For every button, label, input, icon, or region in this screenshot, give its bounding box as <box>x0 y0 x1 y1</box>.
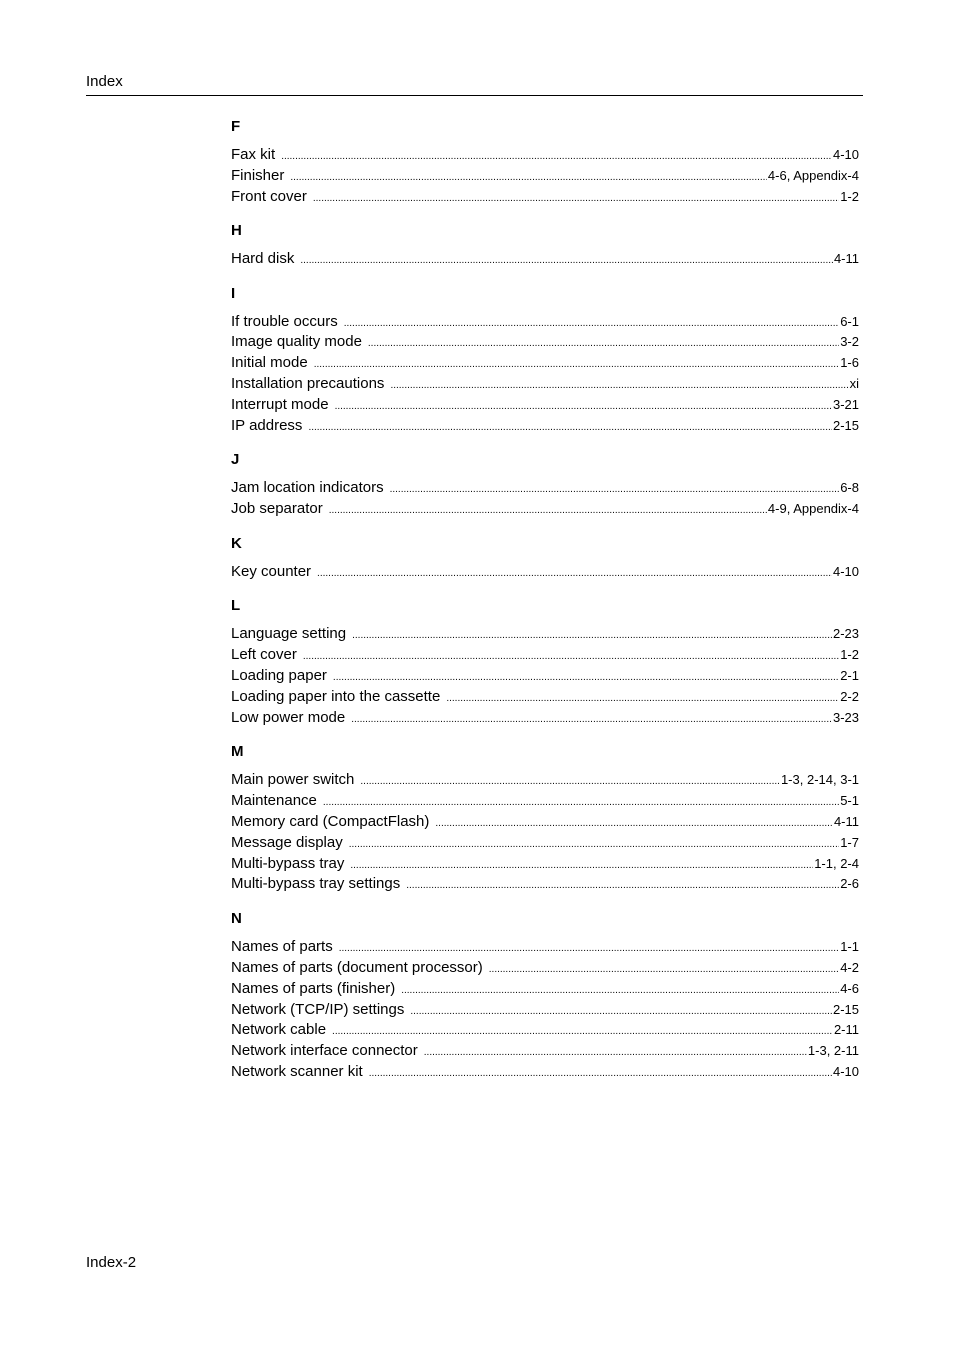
entry-page-reference: 4-9, Appendix-4 <box>767 501 859 517</box>
index-section-l <box>231 597 859 728</box>
index-entry <box>231 249 859 270</box>
entry-term: Message display <box>231 833 343 851</box>
index-entry <box>231 645 859 666</box>
index-entry <box>231 854 859 875</box>
index-entry <box>231 708 859 729</box>
index-entry <box>231 562 859 583</box>
entry-page-reference: 1-6 <box>840 355 859 371</box>
dot-leader <box>317 564 832 585</box>
dot-leader <box>323 793 839 814</box>
entry-term: Jam location indicators <box>231 479 384 497</box>
dot-leader <box>290 168 767 189</box>
index-section-j <box>231 451 859 520</box>
dot-leader <box>335 397 832 418</box>
dot-leader <box>446 689 839 710</box>
entry-page-reference: 2-1 <box>840 667 859 683</box>
entry-term: Multi-bypass tray settings <box>231 875 401 893</box>
entry-page-reference: 2-15 <box>832 1001 859 1017</box>
entry-term: Network (TCP/IP) settings <box>231 1000 405 1018</box>
entry-page-reference: 1-1 <box>840 938 859 954</box>
entry-term: Names of parts (document processor) <box>231 958 483 976</box>
dot-leader <box>369 1064 832 1085</box>
section-letter: J <box>231 451 240 469</box>
index-entry <box>231 353 859 374</box>
index-entry <box>231 958 859 979</box>
index-entry <box>231 812 859 833</box>
index-entry <box>231 791 859 812</box>
entry-page-reference: 2-2 <box>840 688 859 704</box>
index-entry <box>231 874 859 895</box>
index-body <box>231 118 859 1098</box>
section-letter: H <box>231 222 242 240</box>
entry-term: Hard disk <box>231 250 295 268</box>
index-entry <box>231 770 859 791</box>
index-entry <box>231 395 859 416</box>
entry-term: Language setting <box>231 625 347 643</box>
dot-leader <box>401 981 839 1002</box>
dot-leader <box>313 189 839 210</box>
dot-leader <box>314 355 839 376</box>
index-entry <box>231 833 859 854</box>
entry-page-reference: 1-2 <box>840 646 859 662</box>
index-entry <box>231 687 859 708</box>
index-entry <box>231 666 859 687</box>
entry-term: Installation precautions <box>231 375 385 393</box>
entry-term: Memory card (CompactFlash) <box>231 812 430 830</box>
dot-leader <box>333 668 839 689</box>
entry-page-reference: 4-11 <box>833 813 859 829</box>
entry-page-reference: 6-8 <box>840 480 859 496</box>
dot-leader <box>350 856 813 877</box>
index-entry <box>231 1041 859 1062</box>
section-letter: L <box>231 597 241 615</box>
entry-page-reference: 4-11 <box>833 251 859 267</box>
entry-page-reference: 3-23 <box>832 709 859 725</box>
dot-leader <box>390 376 848 397</box>
index-section-m <box>231 743 859 895</box>
entry-term: Fax kit <box>231 146 276 163</box>
dot-leader <box>390 480 840 501</box>
entry-term: Loading paper into the cassette <box>231 687 441 705</box>
entry-page-reference: 5-1 <box>840 792 859 808</box>
entry-page-reference: 6-1 <box>840 313 859 329</box>
index-entry <box>231 1000 859 1021</box>
entry-term: Front cover <box>231 187 307 205</box>
entry-term: Low power mode <box>231 708 346 726</box>
index-entry <box>231 979 859 1000</box>
entry-page-reference: 2-11 <box>833 1022 859 1038</box>
entry-term: If trouble occurs <box>231 312 338 330</box>
dot-leader <box>281 147 832 168</box>
entry-term: Initial mode <box>231 354 308 372</box>
entry-page-reference: 2-15 <box>832 418 859 434</box>
header-title: Index <box>86 73 123 90</box>
entry-term: Interrupt mode <box>231 396 329 414</box>
entry-term: Network scanner kit <box>231 1063 363 1081</box>
dot-leader <box>352 626 832 647</box>
index-entry <box>231 1062 859 1083</box>
index-entry <box>231 312 859 333</box>
section-letter: M <box>231 743 244 761</box>
entry-term: Names of parts <box>231 937 333 955</box>
entry-page-reference: 1-2 <box>840 188 859 204</box>
dot-leader <box>308 418 832 439</box>
index-entry <box>231 187 859 208</box>
section-letter: I <box>231 284 236 302</box>
entry-page-reference: 4-2 <box>840 959 859 975</box>
entry-term: Key counter <box>231 562 312 580</box>
entry-page-reference: 2-6 <box>840 876 859 892</box>
dot-leader <box>435 814 833 835</box>
index-section-i <box>231 285 859 437</box>
entry-page-reference: 1-3, 2-11 <box>807 1043 859 1059</box>
index-entry <box>231 478 859 499</box>
dot-leader <box>351 710 832 731</box>
index-entry <box>231 145 859 166</box>
dot-leader <box>349 835 839 856</box>
entry-term: Multi-bypass tray <box>231 854 345 872</box>
dot-leader <box>303 647 839 668</box>
entry-page-reference: 1-1, 2-4 <box>814 855 859 871</box>
entry-page-reference: 3-2 <box>840 334 859 350</box>
section-letter: F <box>231 118 241 135</box>
dot-leader <box>300 251 833 272</box>
index-entry <box>231 1020 859 1041</box>
dot-leader <box>344 314 839 335</box>
entry-page-reference: 4-10 <box>832 147 859 162</box>
dot-leader <box>339 939 839 960</box>
entry-term: Maintenance <box>231 791 317 809</box>
entry-page-reference: 1-3, 2-14, 3-1 <box>780 772 859 788</box>
dot-leader <box>410 1002 832 1023</box>
index-entry <box>231 332 859 353</box>
entry-page-reference: 4-10 <box>832 1064 859 1080</box>
dot-leader <box>360 772 780 793</box>
entry-page-reference: 2-23 <box>832 626 859 642</box>
index-section-n <box>231 910 859 1083</box>
footer-page-label: Index-2 <box>86 1254 137 1271</box>
entry-term: Names of parts (finisher) <box>231 979 396 997</box>
dot-leader <box>332 1022 833 1043</box>
dot-leader <box>329 501 767 522</box>
index-section-h <box>231 222 859 270</box>
dot-leader <box>406 876 839 897</box>
index-section-f <box>231 118 859 208</box>
dot-leader <box>489 960 839 981</box>
entry-term: Job separator <box>231 500 323 518</box>
index-entry <box>231 499 859 520</box>
entry-term: Loading paper <box>231 666 327 684</box>
index-entry <box>231 374 859 395</box>
entry-term: Left cover <box>231 645 297 663</box>
entry-term: Finisher <box>231 166 285 184</box>
entry-page-reference: 4-6, Appendix-4 <box>767 167 859 183</box>
entry-term: Network cable <box>231 1021 327 1039</box>
entry-page-reference: xi <box>849 376 859 392</box>
index-section-k <box>231 535 859 583</box>
index-entry <box>231 166 859 187</box>
entry-term: Main power switch <box>231 771 355 789</box>
index-entry <box>231 416 859 437</box>
dot-leader <box>368 334 839 355</box>
entry-term: Image quality mode <box>231 333 362 351</box>
entry-page-reference: 3-21 <box>832 397 859 413</box>
index-entry <box>231 624 859 645</box>
entry-page-reference: 4-6 <box>840 980 859 996</box>
entry-term: IP address <box>231 417 303 435</box>
entry-page-reference: 1-7 <box>840 834 859 850</box>
index-entry <box>231 937 859 958</box>
page-header <box>86 73 863 96</box>
entry-page-reference: 4-10 <box>832 563 859 579</box>
section-letter: N <box>231 909 242 927</box>
section-letter: K <box>231 534 242 552</box>
dot-leader <box>424 1043 807 1064</box>
entry-term: Network interface connector <box>231 1042 418 1060</box>
